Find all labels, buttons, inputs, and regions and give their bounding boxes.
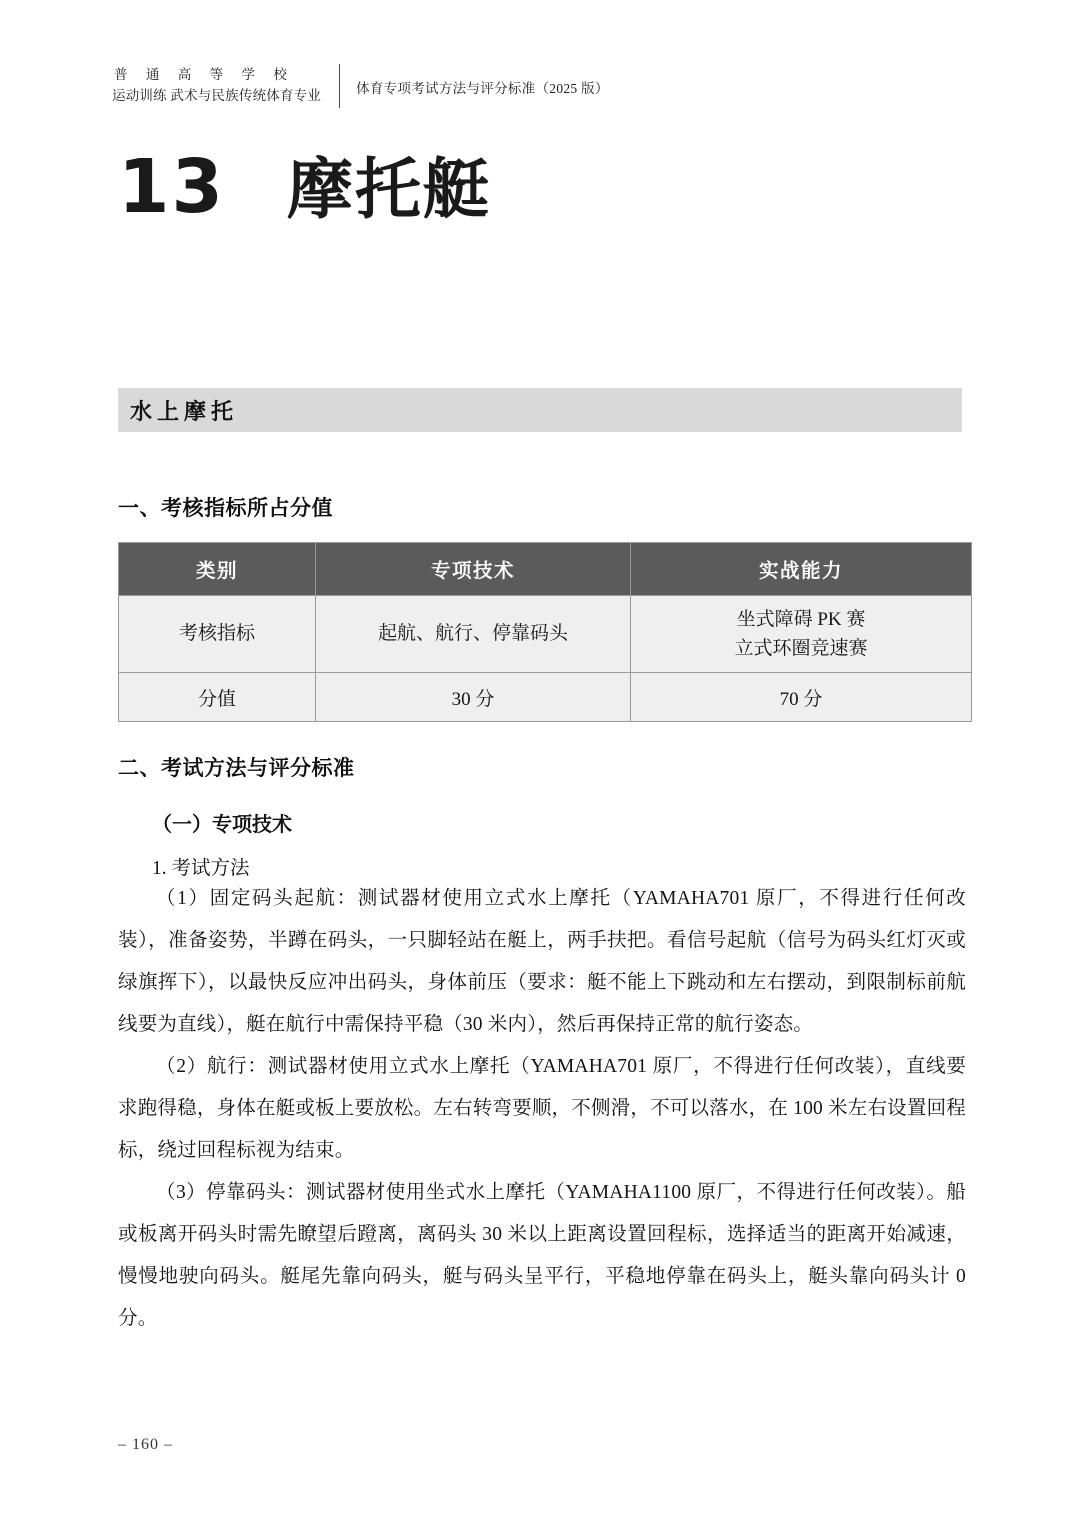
running-head-line2: 运动训练 武术与民族传统体育专业 [112, 88, 322, 103]
running-head-divider [339, 64, 340, 108]
table-header-row [119, 543, 972, 596]
running-head-line1: 普 通 高 等 学 校 [114, 67, 295, 83]
table-header-category: 类别 [119, 543, 316, 596]
table-header-skill: 专项技术 [316, 543, 631, 596]
paragraph-1: （1）固定码头起航：测试器材使用立式水上摩托（YAMAHA701 原厂，不得进行任何改装），准备姿势，半蹲在码头，一只脚轻站在艇上，两手扶把。看信号起航（信号为码头红灯灭或绿旗挥下），以最快反应冲出码头，身体前压（要求：艇不能上下跳动和左右摆动，到限制标前航线要为直线），艇在航行中需保持平稳（30 米内），然后再保持正常的航行姿态。 [118, 888, 966, 1035]
table-header-combat: 实战能力 [631, 543, 972, 596]
subheading-special-skill: （一）专项技术 [152, 814, 292, 836]
paragraph-2: （2）航行：测试器材使用立式水上摩托（YAMAHA701 原厂，不得进行任何改装），直线要求跑得稳，身体在艇或板上要放松。左右转弯要顺，不侧滑，不可以落水，在 100 米左右设置回程标，绕过回程标视为结束。 [118, 1056, 966, 1161]
page-number: – 160 – [118, 1436, 173, 1453]
scoring-weight-table [118, 542, 972, 722]
table-cell-indicator-label: 考核指标 [119, 596, 316, 673]
paragraph-3: （3）停靠码头：测试器材使用坐式水上摩托（YAMAHA1100 原厂，不得进行任何改装）。船或板离开码头时需先瞭望后蹬离，离码头 30 米以上距离设置回程标，选择适当的距离开始减速，慢慢地驶向码头。艇尾先靠向码头，艇与码头呈平行，平稳地停靠在码头上，艇头靠向码头计 0 分。 [118, 1182, 966, 1329]
combat-line-2: 立式环圈竞速赛 [734, 638, 868, 659]
section-band [118, 388, 962, 432]
table-cell-score-label: 分值 [119, 673, 316, 722]
table-cell-indicator-skill: 起航、航行、停靠码头 [316, 596, 631, 673]
table-row [119, 596, 972, 673]
chapter-number: 13 [118, 144, 225, 230]
table-cell-score-skill: 30 分 [316, 673, 631, 722]
body-text [118, 878, 966, 1340]
table-cell-indicator-combat [631, 596, 972, 673]
running-head-right: 体育专项考试方法与评分标准（2025 版） [356, 81, 609, 96]
table-row [119, 673, 972, 722]
section-band-label: 水上摩托 [130, 398, 239, 424]
subheading-test-method: 1. 考试方法 [152, 858, 250, 879]
running-head [112, 58, 609, 114]
combat-line-1: 坐式障碍 PK 赛 [736, 608, 866, 630]
chapter-name: 摩托艇 [286, 151, 491, 228]
page-title [118, 144, 491, 230]
heading-method-and-standards: 二、考试方法与评分标准 [118, 756, 355, 780]
heading-scoring-weights: 一、考核指标所占分值 [118, 496, 333, 520]
running-head-left [112, 65, 321, 107]
table-cell-score-combat: 70 分 [631, 673, 972, 722]
